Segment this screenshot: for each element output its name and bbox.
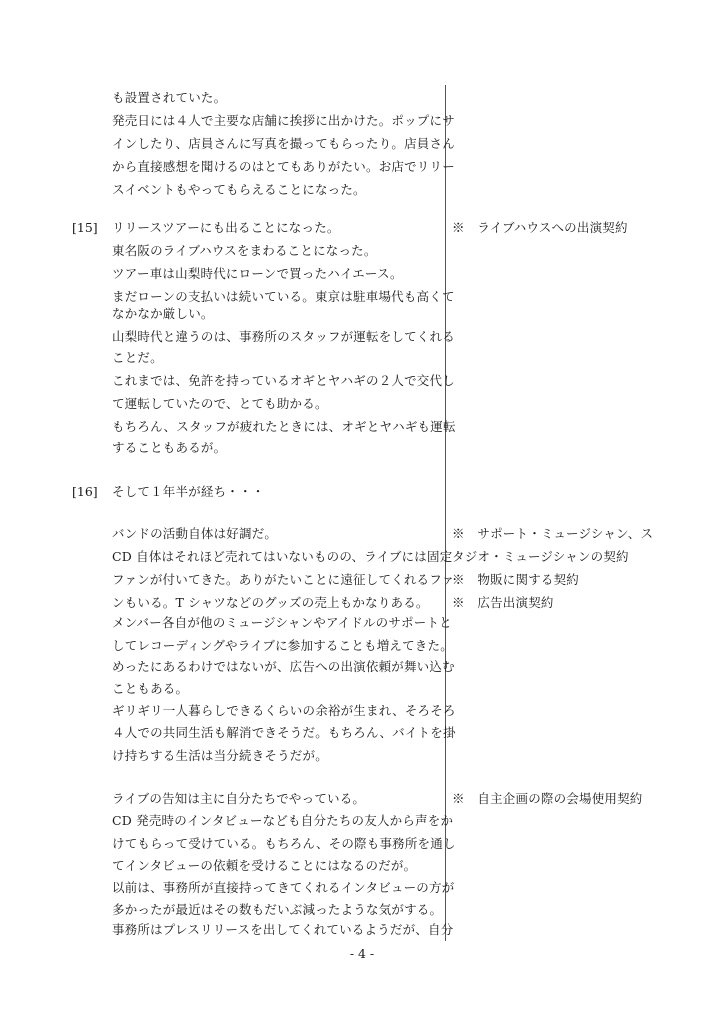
body-line: 多かったが最近はその数もだいぶ減ったような気がする。 (112, 902, 443, 917)
body-line: ４人での共同生活も解消できそうだ。もちろん、バイトを掛 (112, 725, 456, 740)
body-line: CD 自体はそれほど売れてはいないものの、ライブには固定 (112, 549, 453, 564)
page-number: - 4 - (349, 946, 375, 961)
body-line: スイベントもやってもらえることになった。 (112, 182, 366, 197)
body-line: て運転していたので、とても助かる。 (112, 396, 328, 411)
body-line: から直接感想を聞けるのはとてもありがたい。お店でリリー (112, 159, 455, 174)
body-line: まだローンの支払いは続いている。東京は駐車場代も高くて (112, 289, 455, 304)
body-line: ことだ。 (112, 350, 163, 365)
body-line: も設置されていた。 (112, 90, 227, 105)
body-line: することもあるが。 (112, 440, 227, 455)
body-line: もちろん、スタッフが疲れたときには、オギとヤハギも運転 (112, 419, 456, 434)
margin-note: ※ ライブハウスへの出演契約 (452, 220, 628, 235)
body-line: インしたり、店員さんに写真を撮ってもらったり。店員さん (112, 136, 455, 151)
body-line: 発売日には４人で主要な店舗に挨拶に出かけた。ポップにサ (112, 113, 455, 128)
body-line: ギリギリ一人暮らしできるくらいの余裕が生まれ、そろそろ (112, 703, 456, 718)
body-line: てインタビューの依頼を受けることにはなるのだが。 (112, 858, 417, 873)
body-line: け持ちする生活は当分続きそうだが。 (112, 748, 328, 763)
body-line: ライブの告知は主に自分たちでやっている。 (112, 791, 366, 806)
body-line: ンもいる。T シャツなどのグッズの売上もかなりある。 (112, 595, 429, 610)
margin-note: ※ 自主企画の際の会場使用契約 (452, 791, 643, 806)
section-number-16: [16] (72, 484, 98, 499)
margin-note: ※ 広告出演契約 (452, 595, 554, 610)
body-line: ファンが付いてきた。ありがたいことに遠征してくれるファ (112, 572, 455, 587)
margin-note: ※ 物販に関する契約 (452, 572, 580, 587)
section-number-15: [15] (72, 220, 98, 235)
body-line: こともある。 (112, 681, 189, 696)
body-line: けてもらって受けている。もちろん、その際も事務所を通し (112, 836, 456, 851)
body-line: ツアー車は山梨時代にローンで買ったハイエース。 (112, 266, 403, 281)
body-line: これまでは、免許を持っているオギとヤハギの２人で交代し (112, 373, 455, 388)
body-line: メンバー各自が他のミュージシャンやアイドルのサポートと (112, 615, 452, 630)
body-line: 山梨時代と違うのは、事務所のスタッフが運転をしてくれる (112, 329, 455, 344)
body-line: 以前は、事務所が直接持ってきてくれるインタビューの方が (112, 880, 455, 895)
body-line: なかなか厳しい。 (112, 306, 214, 321)
body-line: バンドの活動自体は好調だ。 (112, 526, 278, 541)
margin-note: タジオ・ミュージシャンの契約 (452, 549, 629, 564)
body-line: リリースツアーにも出ることになった。 (112, 220, 340, 235)
margin-note: ※ サポート・ミュージシャン、ス (452, 526, 654, 541)
body-line: 事務所はプレスリリースを出してくれているようだが、自分 (112, 922, 454, 937)
body-line: 東名阪のライブハウスをまわることになった。 (112, 243, 377, 258)
body-line: そして１年半が経ち・・・ (112, 484, 265, 499)
body-line: してレコーディングやライブに参加することも増えてきた。 (112, 638, 453, 653)
body-line: めったにあるわけではないが、広告への出演依頼が舞い込む (112, 659, 455, 674)
body-line: CD 発売時のインタビューなども自分たちの友人から声をか (112, 813, 454, 828)
